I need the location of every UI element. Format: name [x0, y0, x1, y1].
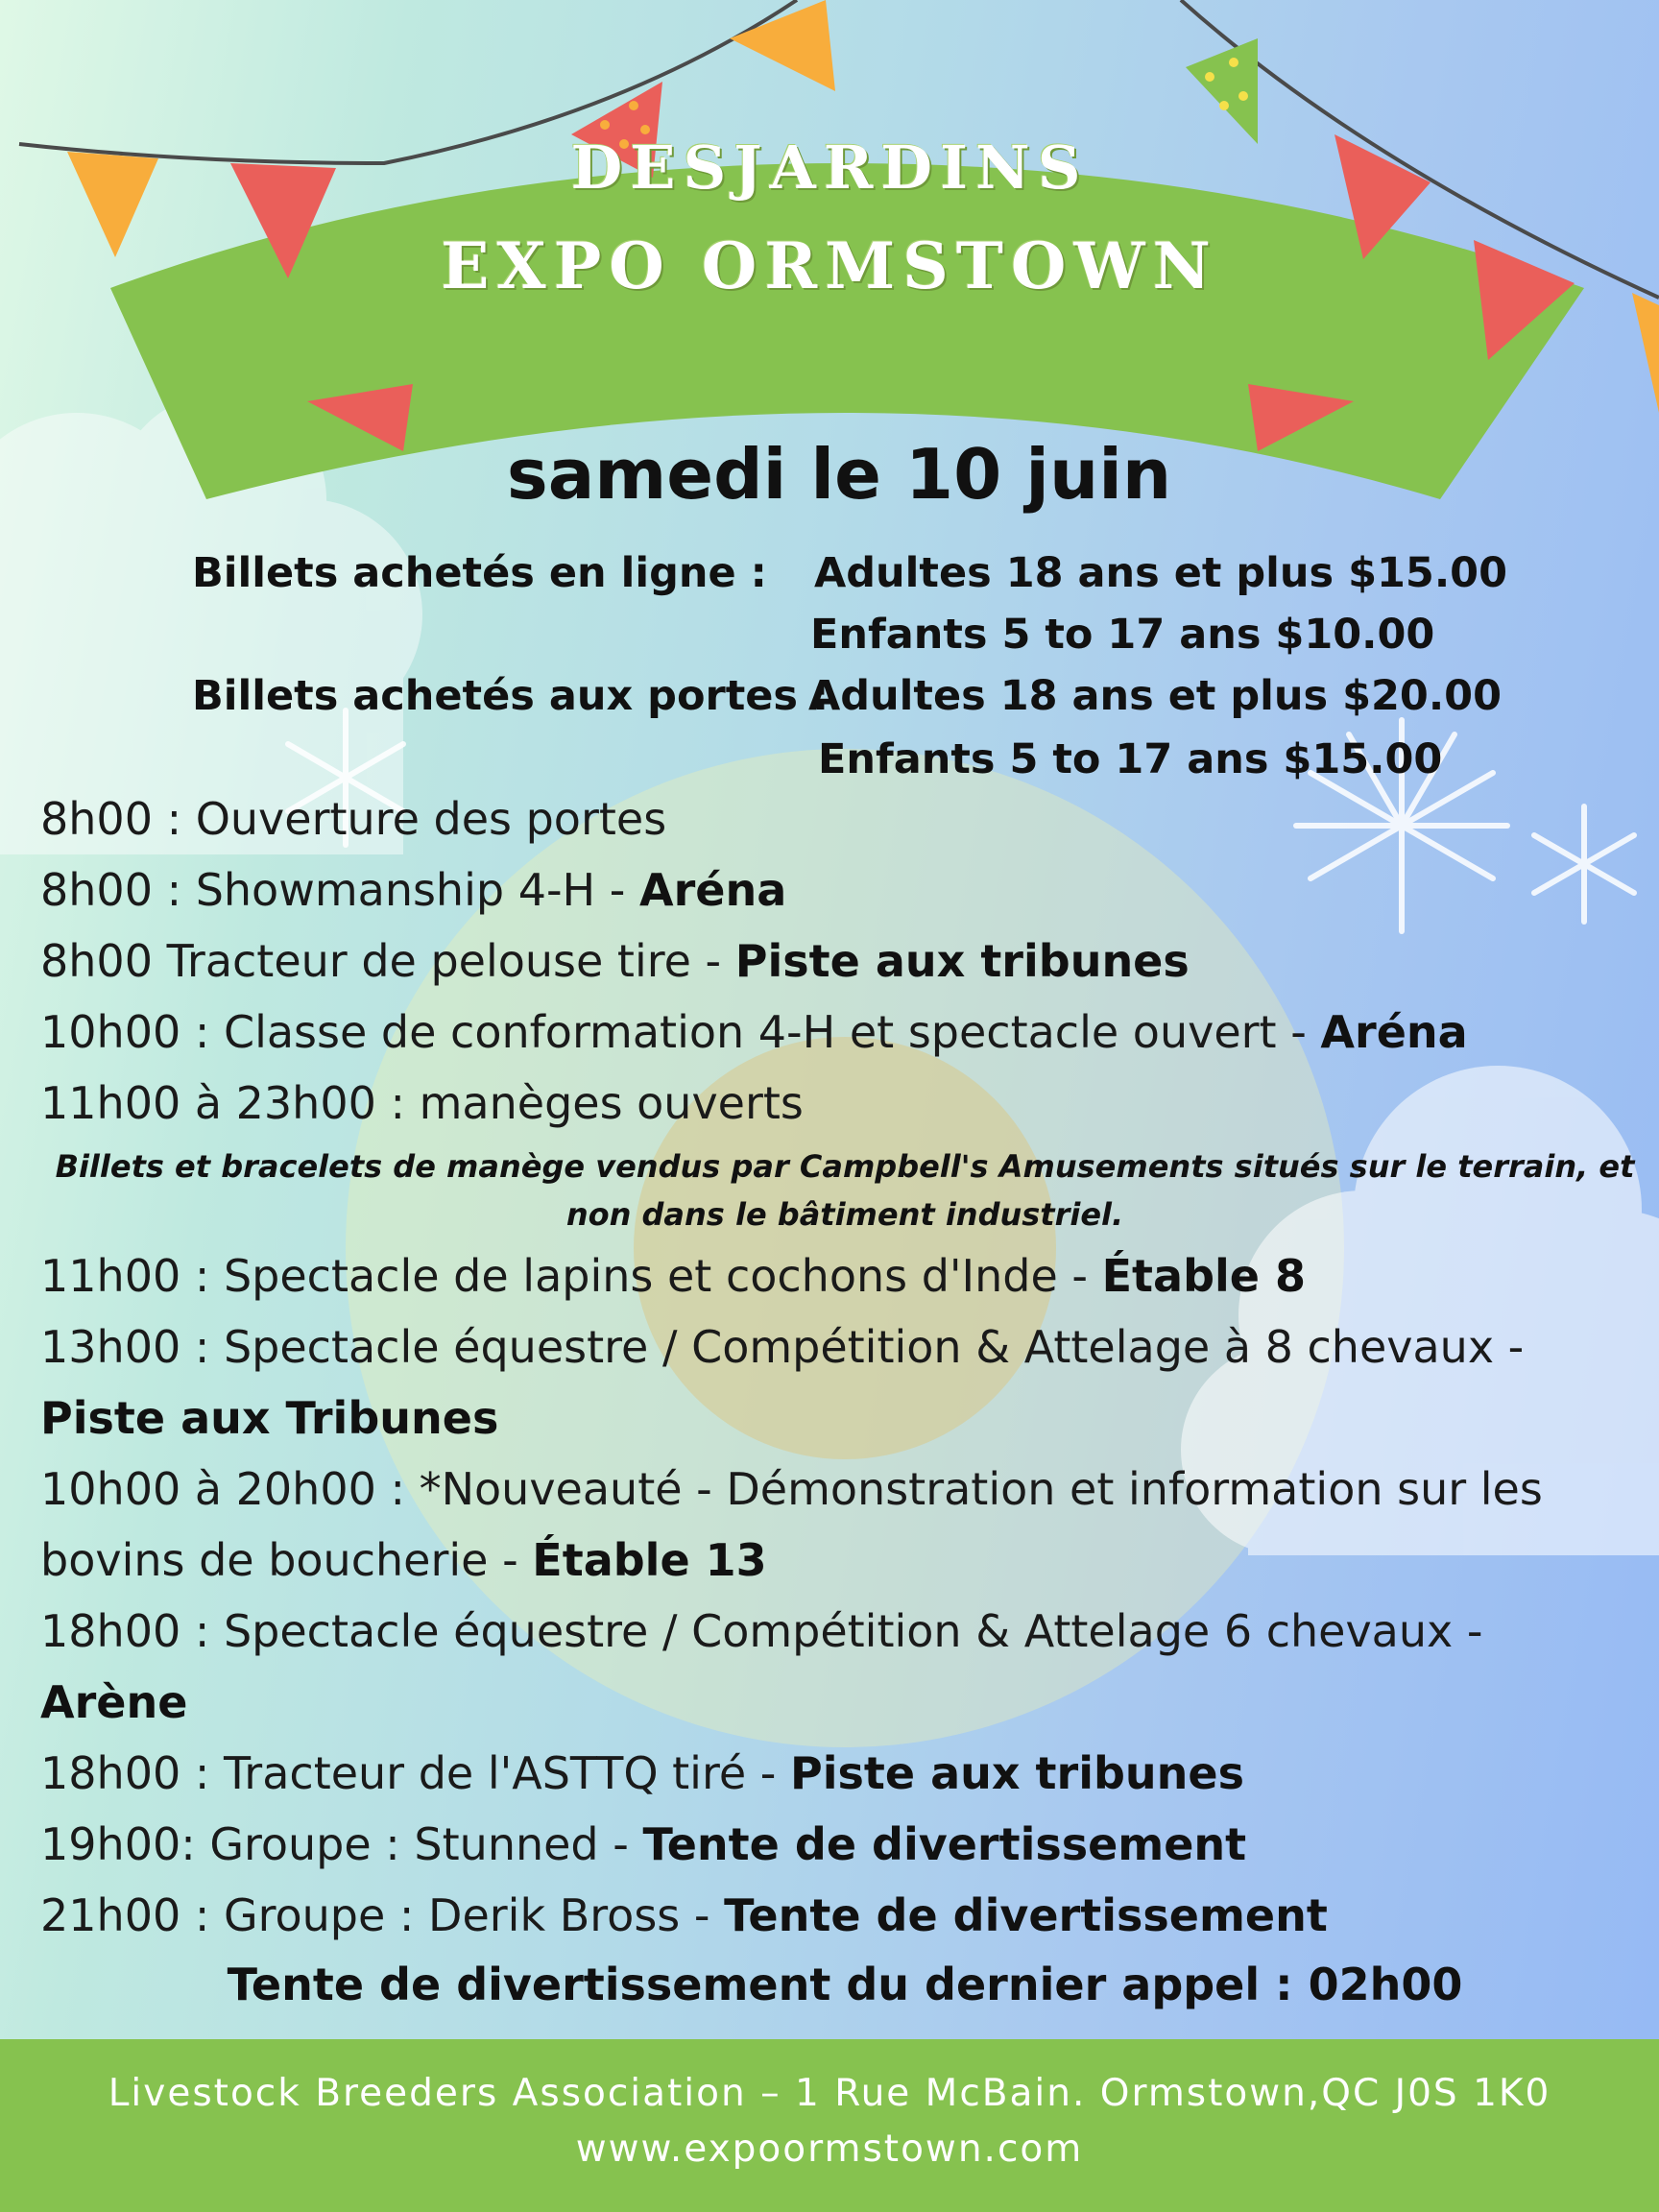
schedule-item: 11h00 à 23h00 : manèges ouverts [40, 1077, 804, 1129]
footer-bar [0, 2039, 1659, 2212]
last-call-notice: Tente de divertissement du dernier appel : 02h00 [227, 1959, 1463, 2010]
schedule-item: 19h00: Groupe : Stunned - Tente de divertissement [40, 1818, 1247, 1870]
schedule-item: 13h00 : Spectacle équestre / Compétition & Attelage à 8 chevaux - [40, 1321, 1525, 1373]
online-tickets-label: Billets achetés en ligne : [192, 549, 767, 597]
schedule-item: 8h00 : Showmanship 4-H - Aréna [40, 864, 787, 916]
schedule-item: 21h00 : Groupe : Derik Bross - Tente de divertissement [40, 1889, 1328, 1941]
gate-tickets-label: Billets achetés aux portes : [192, 672, 830, 720]
online-children-price: Enfants 5 to 17 ans $10.00 [810, 611, 1435, 659]
schedule-item: 10h00 : Classe de conformation 4-H et spectacle ouvert - Aréna [40, 1006, 1468, 1058]
online-adults-price: Adultes 18 ans et plus $15.00 [814, 549, 1508, 597]
rides-note-line-1: Billets et bracelets de manège vendus par Campbell's Amusements situés sur le terrain, et [55, 1148, 1635, 1185]
title-line-2: EXPO ORMSTOWN [441, 228, 1218, 303]
event-date: samedi le 10 juin [506, 434, 1172, 515]
schedule-item: 18h00 : Spectacle équestre / Compétition & Attelage 6 chevaux - [40, 1605, 1483, 1657]
gate-adults-price: Adultes 18 ans et plus $20.00 [808, 672, 1503, 720]
schedule-item: bovins de boucherie - Étable 13 [40, 1534, 767, 1586]
schedule-item: 8h00 Tracteur de pelouse tire - Piste aux tribunes [40, 935, 1190, 987]
schedule-item: 18h00 : Tracteur de l'ASTTQ tiré - Piste aux tribunes [40, 1747, 1244, 1799]
footer-address: Livestock Breeders Association – 1 Rue McBain. Ormstown,QC J0S 1K0 [108, 2072, 1551, 2115]
schedule-item: 10h00 à 20h00 : *Nouveauté - Démonstration et information sur les [40, 1463, 1543, 1515]
footer-website-link[interactable]: www.expoormstown.com [575, 2128, 1084, 2171]
schedule-item: Piste aux Tribunes [40, 1392, 499, 1444]
schedule-item: 11h00 : Spectacle de lapins et cochons d'Inde - Étable 8 [40, 1250, 1306, 1302]
schedule-item: Arène [40, 1676, 188, 1728]
rides-note-line-2: non dans le bâtiment industriel. [565, 1196, 1124, 1233]
title-line-1: DESJARDINS [570, 132, 1089, 203]
gate-children-price: Enfants 5 to 17 ans $15.00 [818, 735, 1443, 783]
schedule-item: 8h00 : Ouverture des portes [40, 793, 667, 845]
